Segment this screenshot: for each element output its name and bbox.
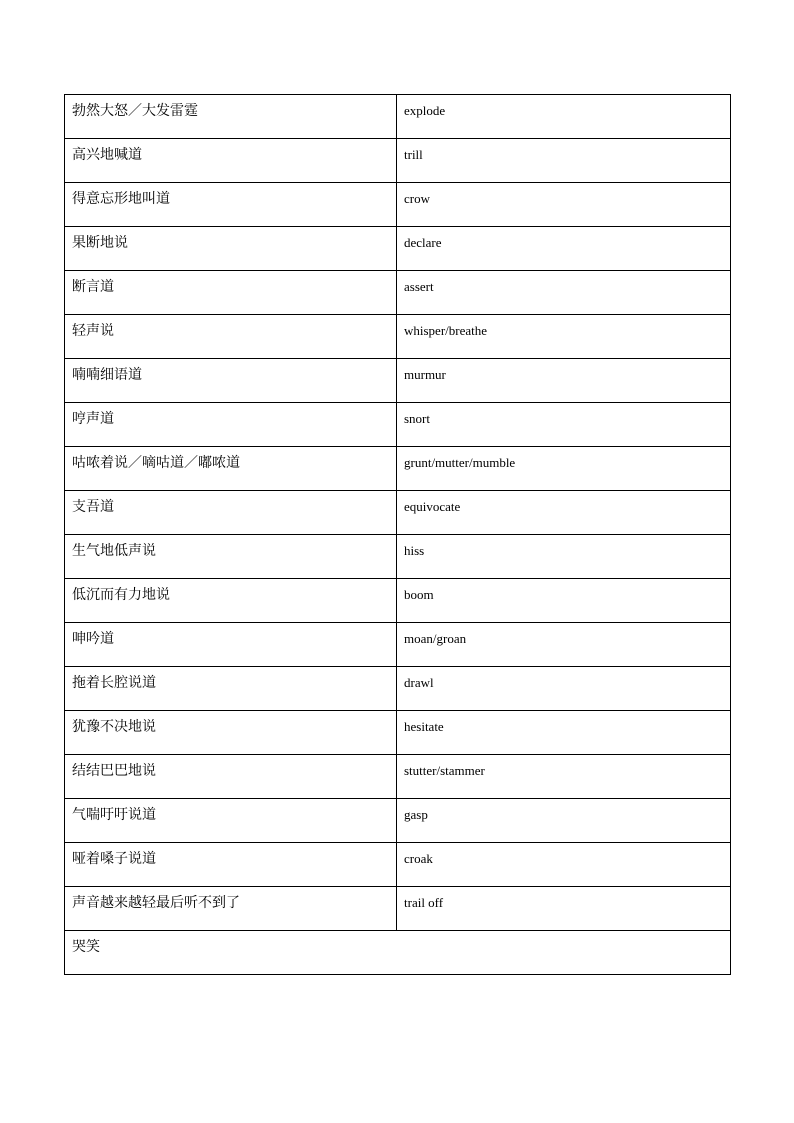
english-verb-cell: drawl [397, 667, 731, 711]
vocabulary-table [64, 94, 731, 975]
table-row [65, 711, 731, 755]
english-verb-cell: hesitate [397, 711, 731, 755]
chinese-phrase-cell: 拖着长腔说道 [65, 667, 397, 711]
table-row [65, 887, 731, 931]
english-verb-cell: assert [397, 271, 731, 315]
english-verb-cell: snort [397, 403, 731, 447]
english-verb-cell: murmur [397, 359, 731, 403]
english-verb-cell: equivocate [397, 491, 731, 535]
english-verb-cell: trail off [397, 887, 731, 931]
table-row [65, 623, 731, 667]
english-verb-cell: stutter/stammer [397, 755, 731, 799]
chinese-phrase-cell: 哼声道 [65, 403, 397, 447]
chinese-phrase-cell: 支吾道 [65, 491, 397, 535]
table-row [65, 579, 731, 623]
table-row [65, 139, 731, 183]
chinese-phrase-cell: 断言道 [65, 271, 397, 315]
chinese-phrase-cell: 哑着嗓子说道 [65, 843, 397, 887]
english-verb-cell: explode [397, 95, 731, 139]
table-row [65, 403, 731, 447]
table-row [65, 227, 731, 271]
english-verb-cell: grunt/mutter/mumble [397, 447, 731, 491]
english-verb-cell: moan/groan [397, 623, 731, 667]
chinese-phrase-cell: 呻吟道 [65, 623, 397, 667]
table-row [65, 843, 731, 887]
english-verb-cell: hiss [397, 535, 731, 579]
english-verb-cell: crow [397, 183, 731, 227]
english-verb-cell: gasp [397, 799, 731, 843]
chinese-phrase-cell: 高兴地喊道 [65, 139, 397, 183]
chinese-phrase-cell: 果断地说 [65, 227, 397, 271]
table-row [65, 447, 731, 491]
chinese-phrase-cell: 声音越来越轻最后听不到了 [65, 887, 397, 931]
chinese-phrase-cell: 气喘吁吁说道 [65, 799, 397, 843]
chinese-phrase-cell: 喃喃细语道 [65, 359, 397, 403]
table-row [65, 95, 731, 139]
english-verb-cell: declare [397, 227, 731, 271]
english-verb-cell: boom [397, 579, 731, 623]
table-row [65, 799, 731, 843]
table-row [65, 315, 731, 359]
table-row [65, 183, 731, 227]
english-verb-cell: whisper/breathe [397, 315, 731, 359]
table-row [65, 491, 731, 535]
table-row [65, 667, 731, 711]
chinese-phrase-cell: 轻声说 [65, 315, 397, 359]
chinese-phrase-cell: 结结巴巴地说 [65, 755, 397, 799]
table-row [65, 755, 731, 799]
table-row [65, 535, 731, 579]
section-heading-row [65, 931, 731, 975]
table-row [65, 271, 731, 315]
table-row [65, 359, 731, 403]
chinese-phrase-cell: 得意忘形地叫道 [65, 183, 397, 227]
section-heading-cell: 哭笑 [65, 931, 731, 975]
vocabulary-table-body [65, 95, 731, 975]
chinese-phrase-cell: 生气地低声说 [65, 535, 397, 579]
chinese-phrase-cell: 勃然大怒／大发雷霆 [65, 95, 397, 139]
chinese-phrase-cell: 咕哝着说／嘀咕道／嘟哝道 [65, 447, 397, 491]
chinese-phrase-cell: 低沉而有力地说 [65, 579, 397, 623]
chinese-phrase-cell: 犹豫不决地说 [65, 711, 397, 755]
english-verb-cell: trill [397, 139, 731, 183]
english-verb-cell: croak [397, 843, 731, 887]
